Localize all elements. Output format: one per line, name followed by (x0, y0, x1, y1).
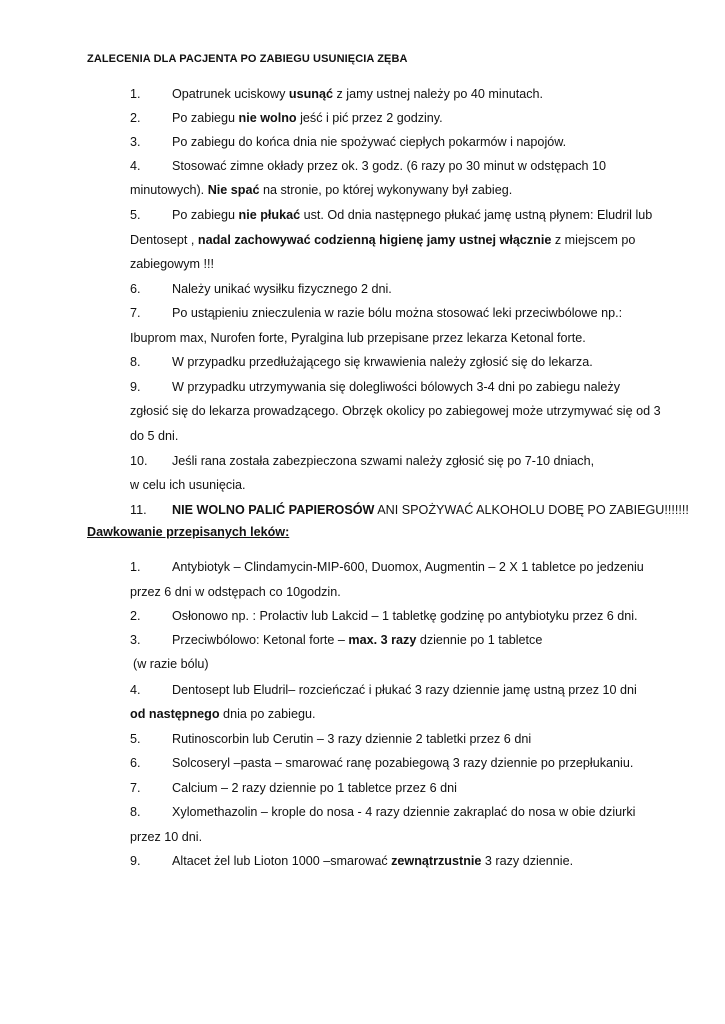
item-number: 8. (130, 355, 141, 369)
item-text: Po zabiegu do końca dnia nie spożywać ciepłych pokarmów i napojów. (172, 135, 567, 149)
item-number: 5. (130, 208, 141, 222)
item-text-continuation: od następnego dnia po zabiegu. (130, 707, 316, 721)
item-text-continuation: minutowych). Nie spać na stronie, po której wykonywany był zabieg. (130, 183, 513, 197)
item-number: 7. (130, 306, 141, 320)
item-text: Calcium – 2 razy dziennie po 1 tabletce przez 6 dni (172, 781, 457, 795)
item-number: 6. (130, 282, 141, 296)
item-text: Po zabiegu nie płukać ust. Od dnia następnego płukać jamę ustną płynem: Eludril lub (172, 208, 653, 222)
item-text: Opatrunek uciskowy usunąć z jamy ustnej należy po 40 minutach. (172, 87, 544, 101)
item-number: 4. (130, 159, 141, 173)
item-text: Należy unikać wysiłku fizycznego 2 dni. (172, 282, 392, 296)
item-number: 2. (130, 111, 141, 125)
item-text-continuation: do 5 dni. (130, 429, 179, 443)
item-number: 11. (130, 503, 147, 517)
item-number: 9. (130, 380, 141, 394)
item-text: Antybiotyk – Clindamycin-MIP-600, Duomox, Augmentin – 2 X 1 tabletce po jedzeniu (172, 560, 644, 574)
item-text-continuation: zabiegowym !!! (130, 257, 214, 271)
item-number: 1. (130, 87, 141, 101)
item-text: Jeśli rana została zabezpieczona szwami należy zgłosić się po 7-10 dniach, (172, 454, 595, 468)
item-text: W przypadku utrzymywania się dolegliwości bólowych 3-4 dni po zabiegu należy (172, 380, 621, 394)
item-text: Osłonowo np. : Prolactiv lub Lakcid – 1 tabletkę godzinę po antybiotyku przez 6 dni. (172, 609, 638, 623)
item-number: 9. (130, 854, 141, 868)
item-text-continuation: zgłosić się do lekarza prowadzącego. Obrzęk okolicy po zabiegowej może utrzymywać się od 3 (130, 404, 661, 418)
item-number: 3. (130, 135, 141, 149)
page-title: ZALECENIA DLA PACJENTA PO ZABIEGU USUNIĘCIA ZĘBA (87, 53, 408, 65)
item-text-continuation: Ibuprom max, Nurofen forte, Pyralgina lub przepisane przez lekarza Ketonal forte. (130, 331, 586, 345)
item-text: Stosować zimne okłady przez ok. 3 godz. (6 razy po 30 minut w odstępach 10 (172, 159, 607, 173)
item-text-continuation: (w razie bólu) (133, 657, 209, 671)
item-text-continuation: w celu ich usunięcia. (130, 478, 246, 492)
item-text-continuation: przez 6 dni w odstępach co 10godzin. (130, 585, 341, 599)
item-text-continuation: przez 10 dni. (130, 830, 203, 844)
item-number: 5. (130, 732, 141, 746)
item-number: 8. (130, 805, 141, 819)
item-text: Przeciwbólowo: Ketonal forte – max. 3 razy dziennie po 1 tabletce (172, 633, 543, 647)
item-text: Altacet żel lub Lioton 1000 –smarować zewnątrzustnie 3 razy dziennie. (172, 854, 574, 868)
item-text: W przypadku przedłużającego się krwawienia należy zgłosić się do lekarza. (172, 355, 593, 369)
item-text: Xylomethazolin – krople do nosa - 4 razy dziennie zakraplać do nosa w obie dziurki (172, 805, 636, 819)
item-number: 2. (130, 609, 141, 623)
item-number: 1. (130, 560, 141, 574)
item-text: Po zabiegu nie wolno jeść i pić przez 2 godziny. (172, 111, 443, 125)
item-text: Rutinoscorbin lub Cerutin – 3 razy dziennie 2 tabletki przez 6 dni (172, 732, 532, 746)
item-number: 4. (130, 683, 141, 697)
item-text: NIE WOLNO PALIĆ PAPIEROSÓW ANI SPOŻYWAĆ ALKOHOLU DOBĘ PO ZABIEGU!!!!!!! (172, 503, 689, 517)
item-number: 3. (130, 633, 141, 647)
dosage-section-title: Dawkowanie przepisanych leków: (87, 525, 290, 539)
item-number: 10. (130, 454, 148, 468)
item-number: 6. (130, 756, 141, 770)
item-text: Po ustąpieniu znieczulenia w razie bólu można stosować leki przeciwbólowe np.: (172, 306, 623, 320)
item-text-continuation: Dentosept , nadal zachowywać codzienną higienę jamy ustnej włącznie z miejscem po (130, 233, 636, 247)
item-text: Dentosept lub Eludril– rozcieńczać i płukać 3 razy dziennie jamę ustną przez 10 dni (172, 683, 637, 697)
item-text: Solcoseryl –pasta – smarować ranę pozabiegową 3 razy dziennie po przepłukaniu. (172, 756, 634, 770)
item-number: 7. (130, 781, 141, 795)
